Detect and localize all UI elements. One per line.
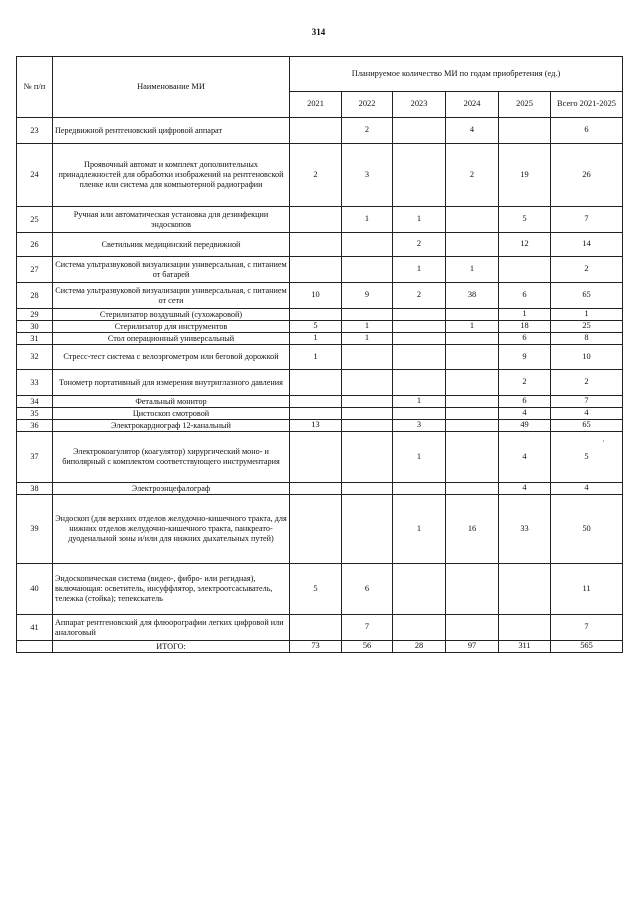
device-name: Фетальный монитор bbox=[53, 396, 290, 408]
year-quantity-cell bbox=[290, 615, 342, 641]
header-number: № п/п bbox=[17, 57, 53, 118]
row-number: 35 bbox=[17, 408, 53, 420]
scan-mark: · bbox=[602, 437, 605, 446]
year-quantity-cell: 4 bbox=[446, 118, 499, 144]
year-quantity-cell bbox=[393, 333, 446, 345]
year-quantity-cell bbox=[393, 370, 446, 396]
year-quantity-cell bbox=[393, 118, 446, 144]
year-quantity-cell: 1 bbox=[393, 396, 446, 408]
year-quantity-cell: 1 bbox=[446, 321, 499, 333]
row-number: 34 bbox=[17, 396, 53, 408]
header-year: 2021 bbox=[290, 92, 342, 118]
year-quantity-cell bbox=[446, 432, 499, 483]
row-total-cell: 26 bbox=[551, 144, 623, 207]
year-quantity-cell: 2 bbox=[393, 283, 446, 309]
device-name: Цистоскоп смотровой bbox=[53, 408, 290, 420]
year-quantity-cell bbox=[290, 309, 342, 321]
row-total-cell: 14 bbox=[551, 233, 623, 257]
year-quantity-cell: 13 bbox=[290, 420, 342, 432]
row-number: 31 bbox=[17, 333, 53, 345]
row-total-cell: 50 bbox=[551, 495, 623, 564]
year-quantity-cell: 1 bbox=[342, 207, 393, 233]
year-quantity-cell: 38 bbox=[446, 283, 499, 309]
year-quantity-cell bbox=[499, 615, 551, 641]
device-name: Ручная или автоматическая установка для дезинфекции эндоскопов bbox=[53, 207, 290, 233]
year-quantity-cell bbox=[290, 233, 342, 257]
year-quantity-cell: 1 bbox=[290, 345, 342, 370]
year-quantity-cell: 6 bbox=[499, 333, 551, 345]
year-quantity-cell: 49 bbox=[499, 420, 551, 432]
table-body bbox=[17, 118, 623, 641]
year-quantity-cell bbox=[342, 396, 393, 408]
year-quantity-cell bbox=[446, 615, 499, 641]
table-row bbox=[17, 483, 623, 495]
table-row bbox=[17, 345, 623, 370]
year-quantity-cell: 2 bbox=[290, 144, 342, 207]
year-quantity-cell: 1 bbox=[393, 257, 446, 283]
year-quantity-cell bbox=[342, 420, 393, 432]
year-quantity-cell bbox=[393, 408, 446, 420]
total-cell: 28 bbox=[393, 641, 446, 653]
year-quantity-cell: 5 bbox=[499, 207, 551, 233]
year-quantity-cell: 19 bbox=[499, 144, 551, 207]
year-quantity-cell bbox=[290, 483, 342, 495]
year-quantity-cell: 4 bbox=[499, 408, 551, 420]
year-quantity-cell bbox=[342, 495, 393, 564]
row-number: 38 bbox=[17, 483, 53, 495]
device-name: Передвижной рентгеновский цифровой аппарат bbox=[53, 118, 290, 144]
row-number: 26 bbox=[17, 233, 53, 257]
row-number: 25 bbox=[17, 207, 53, 233]
year-quantity-cell: 18 bbox=[499, 321, 551, 333]
year-quantity-cell bbox=[342, 483, 393, 495]
row-total-cell: 7 bbox=[551, 396, 623, 408]
year-quantity-cell: 1 bbox=[393, 207, 446, 233]
table-row bbox=[17, 233, 623, 257]
year-quantity-cell bbox=[290, 257, 342, 283]
row-number: 40 bbox=[17, 564, 53, 615]
total-cell: 56 bbox=[342, 641, 393, 653]
year-quantity-cell bbox=[342, 408, 393, 420]
row-total-cell: 2 bbox=[551, 370, 623, 396]
table-row bbox=[17, 207, 623, 233]
year-quantity-cell: 1 bbox=[393, 495, 446, 564]
year-quantity-cell bbox=[446, 408, 499, 420]
table-row bbox=[17, 495, 623, 564]
total-cell: 311 bbox=[499, 641, 551, 653]
year-quantity-cell: 16 bbox=[446, 495, 499, 564]
row-total-cell: 4 bbox=[551, 408, 623, 420]
device-name: Стол операционный универсальный bbox=[53, 333, 290, 345]
year-quantity-cell: 1 bbox=[342, 333, 393, 345]
device-name: Стерилизатор воздушный (сухожаровой) bbox=[53, 309, 290, 321]
year-quantity-cell bbox=[446, 420, 499, 432]
year-quantity-cell bbox=[446, 309, 499, 321]
total-cell: 97 bbox=[446, 641, 499, 653]
year-quantity-cell: 10 bbox=[290, 283, 342, 309]
year-quantity-cell bbox=[290, 207, 342, 233]
year-quantity-cell bbox=[393, 564, 446, 615]
device-name: Эндоскоп (для верхних отделов желудочно-кишечного тракта, для нижних отделов желудочно-кишечного тракта, панкреато-дуоденальной зоны и/или для нижних дыхательных путей) bbox=[53, 495, 290, 564]
device-name: Электрокардиограф 12-канальный bbox=[53, 420, 290, 432]
table-row bbox=[17, 309, 623, 321]
row-number: 36 bbox=[17, 420, 53, 432]
year-quantity-cell bbox=[342, 432, 393, 483]
year-quantity-cell bbox=[290, 370, 342, 396]
total-cell: 73 bbox=[290, 641, 342, 653]
device-name: Аппарат рентгеновский для флюорографии легких цифровой или аналоговый bbox=[53, 615, 290, 641]
year-quantity-cell: 33 bbox=[499, 495, 551, 564]
row-total-cell: 4 bbox=[551, 483, 623, 495]
year-quantity-cell bbox=[446, 483, 499, 495]
year-quantity-cell bbox=[393, 309, 446, 321]
year-quantity-cell bbox=[446, 207, 499, 233]
row-number: 33 bbox=[17, 370, 53, 396]
row-number: 30 bbox=[17, 321, 53, 333]
table-row bbox=[17, 396, 623, 408]
year-quantity-cell bbox=[393, 321, 446, 333]
table-row bbox=[17, 257, 623, 283]
year-quantity-cell: 5 bbox=[290, 321, 342, 333]
year-quantity-cell: 1 bbox=[499, 309, 551, 321]
device-name: Тонометр портативный для измерения внутриглазного давления bbox=[53, 370, 290, 396]
table-row bbox=[17, 144, 623, 207]
year-quantity-cell bbox=[446, 345, 499, 370]
year-quantity-cell bbox=[290, 495, 342, 564]
year-quantity-cell: 5 bbox=[290, 564, 342, 615]
device-name: Эндоскопическая система (видео-, фибро- или регидная), включающая: осветитель, инсуффлятор, электроотсасыватель, тележка (стойка); тепекскатель bbox=[53, 564, 290, 615]
year-quantity-cell bbox=[499, 564, 551, 615]
year-quantity-cell: 6 bbox=[499, 283, 551, 309]
header-name: Наименование МИ bbox=[53, 57, 290, 118]
row-number: 29 bbox=[17, 309, 53, 321]
device-name: Электрокоагулятор (коагулятор) хирургический моно- и биполярный с комплектом соответствующего инструментария bbox=[53, 432, 290, 483]
year-quantity-cell bbox=[446, 233, 499, 257]
row-total-cell: 10 bbox=[551, 345, 623, 370]
equipment-plan-table bbox=[16, 56, 623, 653]
row-total-cell: 6 bbox=[551, 118, 623, 144]
row-number: 41 bbox=[17, 615, 53, 641]
year-quantity-cell bbox=[290, 408, 342, 420]
device-name: Проявочный автомат и комплект дополнительных принадлежностей для обработки изображений на рентгеновской пленке или система для компьютерной радиографии bbox=[53, 144, 290, 207]
table-row bbox=[17, 615, 623, 641]
header-year: 2025 bbox=[499, 92, 551, 118]
header-planned-quantity: Планируемое количество МИ по годам приобретения (ед.) bbox=[290, 57, 623, 92]
year-quantity-cell bbox=[446, 333, 499, 345]
header-year: 2023 bbox=[393, 92, 446, 118]
row-number: 28 bbox=[17, 283, 53, 309]
year-quantity-cell bbox=[393, 483, 446, 495]
row-number: 27 bbox=[17, 257, 53, 283]
year-quantity-cell bbox=[499, 118, 551, 144]
device-name: Стерилизатор для инструментов bbox=[53, 321, 290, 333]
device-name: Стресс-тест система с велоэргометром или беговой дорожкой bbox=[53, 345, 290, 370]
row-total-cell: 2 bbox=[551, 257, 623, 283]
year-quantity-cell: 1 bbox=[342, 321, 393, 333]
table-row bbox=[17, 118, 623, 144]
year-quantity-cell: 1 bbox=[290, 333, 342, 345]
year-quantity-cell: 7 bbox=[342, 615, 393, 641]
header-total: Всего 2021-2025 bbox=[551, 92, 623, 118]
year-quantity-cell bbox=[446, 564, 499, 615]
year-quantity-cell: 2 bbox=[499, 370, 551, 396]
row-total-cell: 1 bbox=[551, 309, 623, 321]
row-number: 23 bbox=[17, 118, 53, 144]
year-quantity-cell: 4 bbox=[499, 483, 551, 495]
year-quantity-cell: 3 bbox=[393, 420, 446, 432]
total-number-cell bbox=[17, 641, 53, 653]
year-quantity-cell bbox=[342, 257, 393, 283]
year-quantity-cell bbox=[446, 396, 499, 408]
header-year: 2022 bbox=[342, 92, 393, 118]
table-row bbox=[17, 432, 623, 483]
year-quantity-cell bbox=[446, 370, 499, 396]
year-quantity-cell: 1 bbox=[393, 432, 446, 483]
year-quantity-cell bbox=[393, 615, 446, 641]
year-quantity-cell bbox=[342, 370, 393, 396]
table-row bbox=[17, 420, 623, 432]
year-quantity-cell bbox=[290, 118, 342, 144]
total-cell: 565 bbox=[551, 641, 623, 653]
row-total-cell: 25 bbox=[551, 321, 623, 333]
row-total-cell: 7 bbox=[551, 207, 623, 233]
total-label: ИТОГО: bbox=[53, 641, 290, 653]
row-total-cell: 65 bbox=[551, 420, 623, 432]
year-quantity-cell bbox=[393, 144, 446, 207]
row-number: 39 bbox=[17, 495, 53, 564]
year-quantity-cell: 4 bbox=[499, 432, 551, 483]
device-name: Светильник медицинский передвижной bbox=[53, 233, 290, 257]
table-row bbox=[17, 321, 623, 333]
year-quantity-cell: 9 bbox=[499, 345, 551, 370]
total-row bbox=[17, 641, 623, 653]
year-quantity-cell: 9 bbox=[342, 283, 393, 309]
row-number: 24 bbox=[17, 144, 53, 207]
year-quantity-cell bbox=[290, 432, 342, 483]
row-total-cell: 65 bbox=[551, 283, 623, 309]
table-row bbox=[17, 333, 623, 345]
device-name: Система ультразвуковой визуализации универсальная, с питанием от сети bbox=[53, 283, 290, 309]
year-quantity-cell bbox=[393, 345, 446, 370]
table-row bbox=[17, 283, 623, 309]
row-number: 37 bbox=[17, 432, 53, 483]
table-row bbox=[17, 370, 623, 396]
year-quantity-cell: 6 bbox=[342, 564, 393, 615]
year-quantity-cell: 6 bbox=[499, 396, 551, 408]
table-row bbox=[17, 564, 623, 615]
device-name: Электроэнцефалограф bbox=[53, 483, 290, 495]
year-quantity-cell: 2 bbox=[342, 118, 393, 144]
row-total-cell: 7 bbox=[551, 615, 623, 641]
page-number: 314 bbox=[311, 27, 326, 37]
device-name: Система ультразвуковой визуализации универсальная, с питанием от батарей bbox=[53, 257, 290, 283]
row-total-cell: 5 bbox=[551, 432, 623, 483]
row-number: 32 bbox=[17, 345, 53, 370]
year-quantity-cell bbox=[342, 345, 393, 370]
year-quantity-cell: 12 bbox=[499, 233, 551, 257]
year-quantity-cell bbox=[342, 233, 393, 257]
year-quantity-cell: 3 bbox=[342, 144, 393, 207]
row-total-cell: 8 bbox=[551, 333, 623, 345]
year-quantity-cell bbox=[499, 257, 551, 283]
table-row bbox=[17, 408, 623, 420]
row-total-cell: 11 bbox=[551, 564, 623, 615]
year-quantity-cell: 2 bbox=[446, 144, 499, 207]
year-quantity-cell: 1 bbox=[446, 257, 499, 283]
year-quantity-cell: 2 bbox=[393, 233, 446, 257]
year-quantity-cell bbox=[342, 309, 393, 321]
year-quantity-cell bbox=[290, 396, 342, 408]
header-year: 2024 bbox=[446, 92, 499, 118]
